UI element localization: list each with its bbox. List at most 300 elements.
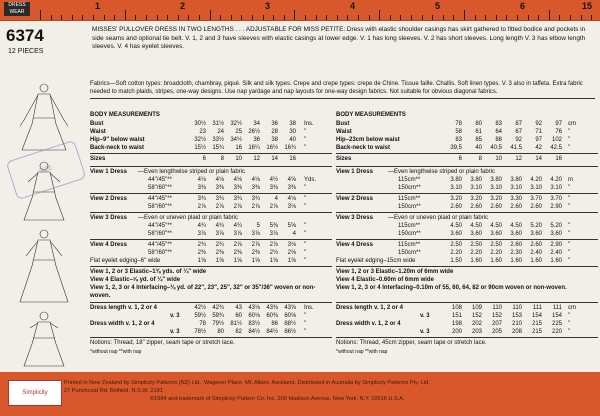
- cell-value: 1.60: [550, 258, 562, 264]
- cell-value: 71: [535, 129, 542, 135]
- length-label: v. 3: [420, 329, 430, 335]
- unit: ": [304, 129, 307, 135]
- ruler-tick: [422, 15, 423, 20]
- cell-value: 43⅝: [284, 305, 296, 311]
- cell-value: 3⅞: [251, 231, 260, 237]
- cell-value: 4: [274, 196, 278, 202]
- view-title: View 1 Dress: [336, 169, 373, 175]
- cell-value: 76: [555, 129, 562, 135]
- ruler-tick: [485, 15, 486, 20]
- cell-value: 3.10: [530, 185, 542, 191]
- view-sketches: [0, 80, 88, 372]
- elastic-note: View 4 Elastic–0.60m of 6mm wide: [336, 277, 434, 283]
- ruler-tick: [369, 15, 370, 20]
- unit: ": [568, 137, 571, 143]
- cell-value: 2¾: [215, 242, 224, 248]
- cell-value: 3¾: [233, 196, 242, 202]
- fabric-width: 44"/45"**: [148, 177, 172, 183]
- fabric-width: 115cm**: [398, 242, 421, 248]
- unit: cm: [568, 121, 576, 127]
- cell-value: 4⅛: [287, 196, 296, 202]
- cell-value: 4¾: [233, 223, 242, 229]
- cell-value: 5.20: [530, 223, 542, 229]
- cell-value: 4.50: [450, 223, 462, 229]
- fabric-width: 115cm**: [398, 196, 421, 202]
- cell-value: 3.60: [490, 231, 502, 237]
- fabric-width: 44"/45"**: [148, 223, 172, 229]
- cell-value: 109: [471, 305, 482, 311]
- fabric-width: 150cm**: [398, 250, 421, 256]
- rule-line: [336, 337, 598, 338]
- cell-value: 25: [235, 129, 242, 135]
- cell-value: 2⅜: [233, 250, 242, 256]
- ruler-tick: [157, 15, 158, 20]
- rule-line: [336, 212, 598, 213]
- ruler-tick: [326, 15, 327, 20]
- rule-line: [90, 193, 332, 194]
- unit: ": [568, 223, 571, 229]
- cell-value: 5.20: [550, 223, 562, 229]
- cell-value: 152: [491, 313, 502, 319]
- ruler-tick: [390, 15, 391, 20]
- cell-value: 4.50: [490, 223, 502, 229]
- rule-line: [336, 302, 598, 303]
- cell-value: 2⅞: [251, 242, 260, 248]
- cell-value: 4.50: [470, 223, 482, 229]
- cell-value: 3.70: [550, 196, 562, 202]
- cell-value: 2⅞: [233, 204, 242, 210]
- cell-value: 38: [271, 137, 278, 143]
- cell-value: 152: [471, 313, 482, 319]
- elastic-note: View 1, 2 or 3 Elastic–1⅜ yds. of ¼" wide: [90, 269, 207, 275]
- cell-value: 79½: [212, 321, 224, 327]
- fabric-width: 150cm**: [398, 204, 421, 210]
- cell-value: 6: [202, 156, 206, 162]
- cell-value: 88½: [284, 321, 296, 327]
- cell-value: 4¾: [197, 223, 206, 229]
- cell-value: 1⅝: [233, 258, 242, 264]
- cell-value: 34: [253, 121, 260, 127]
- cell-value: 1.60: [470, 258, 482, 264]
- ruler-tick: [72, 15, 73, 20]
- cell-value: 3⅞: [215, 231, 224, 237]
- cell-value: 3⅞: [269, 231, 278, 237]
- fabric-width: 115cm**: [398, 177, 421, 183]
- footer-line: Printed in New Zealand by Simplicity Patterns (NZ) Ltd., Wagener Place, Mt. Albert, Auckland. Distributed in Australia by Simplicity Patterns Pty. Ltd.: [64, 380, 430, 386]
- measure-label: Hip–9" below waist: [90, 137, 145, 143]
- cell-value: 2.60: [470, 204, 482, 210]
- cell-value: 2⅞: [251, 204, 260, 210]
- cell-value: 16: [289, 156, 296, 162]
- pattern-description: MISSES' PULLOVER DRESS IN TWO LENGTHS . . . ADJUSTABLE FOR MISS PETITE: Dress with elastic shoulder casings has skirt gathered to fitted bodice and pockets in side seams and optional tie belt. V. 1, 2 and 3 have sleeves with elastic casings at lower edge. V. 1 has long sleeves. V. 2 has short sleeves. Long length V. 3 has elbow length sleeves. V. 4 has eyelet sleeves.: [92, 26, 586, 51]
- footer-line: ©1984 and trademark of Simplicity Pattern Co. Inc. 200 Madison Avenue, New York, N.Y. 10016 U.S.A.: [150, 396, 405, 402]
- rule-line: [90, 153, 332, 154]
- fabric-width: 58"/60"**: [148, 231, 172, 237]
- cell-value: 36: [253, 137, 260, 143]
- cell-value: 1⅝: [287, 258, 296, 264]
- cell-value: 4¾: [215, 223, 224, 229]
- cell-value: 16½: [266, 145, 278, 151]
- view-title: View 3 Dress: [336, 215, 373, 221]
- ruler-tick: [570, 15, 571, 20]
- ruler-tick: [432, 15, 433, 20]
- cell-value: 3.60: [530, 231, 542, 237]
- ruler-tick: [104, 15, 105, 20]
- unit: ": [568, 313, 571, 319]
- section-heading: BODY MEASUREMENTS: [90, 112, 160, 118]
- cell-value: 3.20: [450, 196, 462, 202]
- cell-value: 12: [253, 156, 260, 162]
- cell-value: 3.60: [470, 231, 482, 237]
- rule-line: [90, 212, 332, 213]
- ruler-tick: [464, 10, 465, 20]
- cell-value: 83: [495, 121, 502, 127]
- ruler-tick: [241, 15, 242, 20]
- cell-value: 3⅜: [287, 185, 296, 191]
- cell-value: 3¾: [251, 196, 260, 202]
- cell-value: 220: [551, 329, 562, 335]
- cell-value: 3.60: [450, 231, 462, 237]
- ruler-tick: [294, 10, 295, 20]
- cell-value: 1.60: [510, 258, 522, 264]
- cell-value: 42: [535, 145, 542, 151]
- cell-value: 3¾: [215, 196, 224, 202]
- cell-value: 2½: [269, 250, 278, 256]
- cell-value: 39.5: [450, 145, 462, 151]
- unit: ": [568, 258, 571, 264]
- cell-value: 210: [511, 321, 522, 327]
- rule-line: [336, 153, 598, 154]
- view-note: —Even or uneven plaid or plain fabric: [138, 215, 239, 221]
- cell-value: 2.20: [450, 250, 462, 256]
- ruler-tick: [220, 15, 221, 20]
- unit: ": [304, 242, 307, 248]
- measure-label: Waist: [90, 129, 106, 135]
- cell-value: 23: [199, 129, 206, 135]
- cell-value: 10: [495, 156, 502, 162]
- cell-value: 5⅝: [287, 223, 296, 229]
- cell-value: 64: [495, 129, 502, 135]
- cell-value: 42¾: [212, 305, 224, 311]
- cell-value: 3.70: [530, 196, 542, 202]
- cell-value: 30½: [194, 121, 206, 127]
- cell-value: 16¾: [284, 145, 296, 151]
- cell-value: 16: [235, 145, 242, 151]
- cell-value: 2⅞: [269, 242, 278, 248]
- ruler-tick: [114, 15, 115, 20]
- cell-value: 92: [515, 137, 522, 143]
- ruler-tick: [400, 15, 401, 20]
- cell-value: 3.20: [470, 196, 482, 202]
- cell-value: 2.60: [530, 242, 542, 248]
- ruler-label: DRESS WEAR: [4, 2, 30, 16]
- cell-value: 3⅛: [287, 204, 296, 210]
- cell-value: 32½: [230, 121, 242, 127]
- cell-value: 83: [455, 137, 462, 143]
- ruler-tick: [358, 15, 359, 20]
- view-title: View 4 Dress: [90, 242, 127, 248]
- cell-value: 3⅜: [215, 185, 224, 191]
- ruler-tick: [263, 15, 264, 20]
- unit: ": [304, 196, 307, 202]
- measure-label: Back-neck to waist: [90, 145, 145, 151]
- cell-value: 3⅛: [287, 242, 296, 248]
- view-title: View 4 Dress: [336, 242, 373, 248]
- ruler-tick: [199, 15, 200, 20]
- footer: [0, 372, 600, 416]
- cell-value: 10: [235, 156, 242, 162]
- cell-value: 33½: [212, 137, 224, 143]
- rule-line: [90, 337, 332, 338]
- cell-value: 2.30: [510, 250, 522, 256]
- inch-ruler: [0, 0, 600, 21]
- cell-value: 3.80: [450, 177, 462, 183]
- cell-value: 42½: [194, 305, 206, 311]
- cell-value: 4⅝: [287, 177, 296, 183]
- cell-value: 78: [455, 121, 462, 127]
- ruler-tick: [411, 15, 412, 20]
- length-label: v. 3: [170, 329, 180, 335]
- cell-value: 16: [555, 156, 562, 162]
- eyelet-label: Flat eyelet edging–15cm wide: [336, 258, 416, 264]
- rule-line: [336, 239, 598, 240]
- cell-value: 4.50: [510, 223, 522, 229]
- cell-value: 80: [217, 329, 224, 335]
- unit: ": [304, 204, 307, 210]
- measure-label: Back-neck to waist: [336, 145, 391, 151]
- cell-value: 78: [199, 321, 206, 327]
- cell-value: 82: [235, 329, 242, 335]
- size-stamp: SIZE: [6, 140, 87, 200]
- elastic-note: View 4 Elastic–⅝ yd. of ¼" wide: [90, 277, 181, 283]
- cell-value: 4⅛: [233, 177, 242, 183]
- fabric-width: 44"/45"**: [148, 196, 172, 202]
- cell-value: 31½: [212, 121, 224, 127]
- cell-value: 3.20: [490, 196, 502, 202]
- view-4-sketch: [24, 312, 64, 366]
- cell-value: 6: [458, 156, 462, 162]
- cell-value: 225: [551, 321, 562, 327]
- measure-label: Bust: [336, 121, 350, 127]
- ruler-number: 15: [582, 1, 593, 11]
- cell-value: 2.20: [470, 250, 482, 256]
- unit: ": [304, 321, 307, 327]
- cell-value: 84½: [248, 329, 260, 335]
- view-note: —Even lengthwise striped or plain fabric: [138, 169, 246, 175]
- ruler-tick: [453, 15, 454, 20]
- sizes-label: Sizes: [90, 156, 106, 162]
- unit: Ins.: [304, 305, 314, 311]
- cell-value: 15¾: [212, 145, 224, 151]
- fabric-width: 58"/60"**: [148, 204, 172, 210]
- cell-value: 58: [455, 129, 462, 135]
- cell-value: 16¼: [248, 145, 260, 151]
- measure-label: Waist: [336, 129, 352, 135]
- pattern-number: 6374: [6, 26, 44, 45]
- cell-value: 108: [451, 305, 462, 311]
- cell-value: 3.80: [470, 177, 482, 183]
- ruler-tick: [528, 15, 529, 20]
- cell-value: 43: [235, 305, 242, 311]
- view-note: —Even or uneven plaid or plain fabric: [388, 215, 489, 221]
- notions: Notions: Thread, 18" zipper, seam tape or stretch lace.: [90, 340, 235, 346]
- cell-value: 8: [220, 156, 224, 162]
- cell-value: 40: [289, 137, 296, 143]
- length-label: v. 3: [420, 313, 430, 319]
- cell-value: 2.60: [490, 204, 502, 210]
- cell-value: 32½: [194, 137, 206, 143]
- cell-value: 215: [531, 329, 542, 335]
- cell-value: 154: [531, 313, 542, 319]
- unit: ": [568, 185, 571, 191]
- fabric-width: 58"/60"**: [148, 250, 172, 256]
- cell-value: 80: [475, 121, 482, 127]
- ruler-tick: [506, 15, 507, 20]
- cell-value: 81½: [230, 321, 242, 327]
- cell-value: 2⅝: [287, 250, 296, 256]
- ruler-number: 2: [180, 1, 186, 11]
- unit: ": [304, 231, 307, 237]
- cell-value: 2⅞: [233, 242, 242, 248]
- ruler-tick: [93, 15, 94, 20]
- elastic-note: View 1, 2 or 3 Elastic–1.20m of 6mm wide: [336, 269, 454, 275]
- cell-value: 4⅛: [197, 177, 206, 183]
- unit: ": [568, 204, 571, 210]
- cell-value: 2.40: [550, 250, 562, 256]
- cell-value: 14: [535, 156, 542, 162]
- ruler-tick: [135, 15, 136, 20]
- unit: ": [568, 242, 571, 248]
- length-label: Dress width v. 1, 2 or 4: [336, 321, 401, 327]
- rule-line: [336, 266, 598, 267]
- ruler-tick: [40, 10, 41, 20]
- cell-value: 84½: [266, 329, 278, 335]
- ruler-tick: [559, 15, 560, 20]
- cell-value: 3⅜: [269, 185, 278, 191]
- cell-value: 60: [235, 313, 242, 319]
- fabric-width: 58"/60"**: [148, 185, 172, 191]
- cell-value: 203: [471, 329, 482, 335]
- cell-value: 41.5: [510, 145, 522, 151]
- cell-value: 3.10: [470, 185, 482, 191]
- ruler-tick: [125, 10, 126, 20]
- unit: ": [568, 145, 571, 151]
- ruler-tick: [316, 15, 317, 20]
- ruler-number: 6: [520, 1, 526, 11]
- cell-value: 2.50: [470, 242, 482, 248]
- cell-value: 2.20: [490, 250, 502, 256]
- cell-value: 3.60: [550, 231, 562, 237]
- ruler-tick: [475, 15, 476, 20]
- cell-value: 92: [535, 121, 542, 127]
- ruler-tick: [549, 10, 550, 20]
- cell-value: 59½: [194, 313, 206, 319]
- cell-value: 2¾: [197, 242, 206, 248]
- ruler-tick: [305, 15, 306, 20]
- view-title: View 2 Dress: [336, 196, 373, 202]
- cell-value: 2.60: [450, 204, 462, 210]
- unit: ": [304, 185, 307, 191]
- cell-value: 3.80: [490, 177, 502, 183]
- ruler-tick: [167, 15, 168, 20]
- interfacing-note: View 1, 2, 3 or 4 Interfacing–⅛ yd. of 22", 23", 25", 32" or 35"/36" woven or non-woven.: [90, 285, 316, 299]
- ruler-number: 5: [435, 1, 441, 11]
- cell-value: 36: [271, 121, 278, 127]
- cell-value: 59¾: [212, 313, 224, 319]
- ruler-tick: [517, 15, 518, 20]
- cell-value: 97: [555, 121, 562, 127]
- cell-value: 3.10: [490, 185, 502, 191]
- ruler-tick: [379, 10, 380, 20]
- ruler-tick: [146, 15, 147, 20]
- ruler-tick: [82, 15, 83, 20]
- ruler-tick: [273, 15, 274, 20]
- unit: Yds.: [304, 177, 317, 183]
- length-label: v. 3: [170, 313, 180, 319]
- view-1-sketch: [20, 84, 68, 150]
- cell-value: 3⅜: [251, 185, 260, 191]
- cell-value: 2⅞: [269, 204, 278, 210]
- unit: ": [568, 231, 571, 237]
- unit: ": [568, 321, 571, 327]
- footer-line: 27 Punchcoat Rd. Belfield, N.S.W. 2191: [64, 388, 163, 394]
- cell-value: 207: [491, 321, 502, 327]
- cell-value: 3⅞: [197, 231, 206, 237]
- ruler-tick: [581, 15, 582, 20]
- ruler-tick: [178, 15, 179, 20]
- cell-value: 43⅜: [266, 305, 278, 311]
- cell-value: 2.60: [510, 242, 522, 248]
- cell-value: 83½: [248, 321, 260, 327]
- cell-value: 26½: [248, 129, 260, 135]
- cell-value: 1⅝: [251, 258, 260, 264]
- ruler-tick: [210, 10, 211, 20]
- cell-value: 205: [491, 329, 502, 335]
- view-title: View 2 Dress: [90, 196, 127, 202]
- cell-value: 154: [551, 313, 562, 319]
- unit: m: [568, 177, 573, 183]
- cell-value: 86: [271, 321, 278, 327]
- view-3-sketch: [20, 230, 68, 302]
- cell-value: 3⅜: [197, 185, 206, 191]
- cell-value: 85: [475, 137, 482, 143]
- cell-value: 2.40: [530, 250, 542, 256]
- cell-value: 2.90: [550, 242, 562, 248]
- unit: ": [304, 145, 307, 151]
- view-title: View 1 Dress: [90, 169, 127, 175]
- measure-label: Hip–23cm below waist: [336, 137, 400, 143]
- cell-value: 3.60: [510, 231, 522, 237]
- sizes-label: Sizes: [336, 156, 352, 162]
- cell-value: 3.30: [510, 196, 522, 202]
- cell-value: 2⅜: [197, 250, 206, 256]
- ruler-number: 3: [265, 1, 271, 11]
- cell-value: 14: [271, 156, 278, 162]
- cell-value: 67: [515, 129, 522, 135]
- ruler-tick: [337, 15, 338, 20]
- footnote: *without nap **with nap: [90, 349, 142, 355]
- unit: ": [568, 329, 571, 335]
- ruler-tick: [591, 15, 592, 20]
- cell-value: 4.20: [550, 177, 562, 183]
- measure-label: Bust: [90, 121, 104, 127]
- cell-value: 5: [256, 223, 260, 229]
- cell-value: 2⅞: [215, 204, 224, 210]
- cell-value: 102: [551, 137, 562, 143]
- cell-value: 5⅜: [269, 223, 278, 229]
- fabric-width: 44"/45"**: [148, 242, 172, 248]
- cell-value: 3.80: [510, 177, 522, 183]
